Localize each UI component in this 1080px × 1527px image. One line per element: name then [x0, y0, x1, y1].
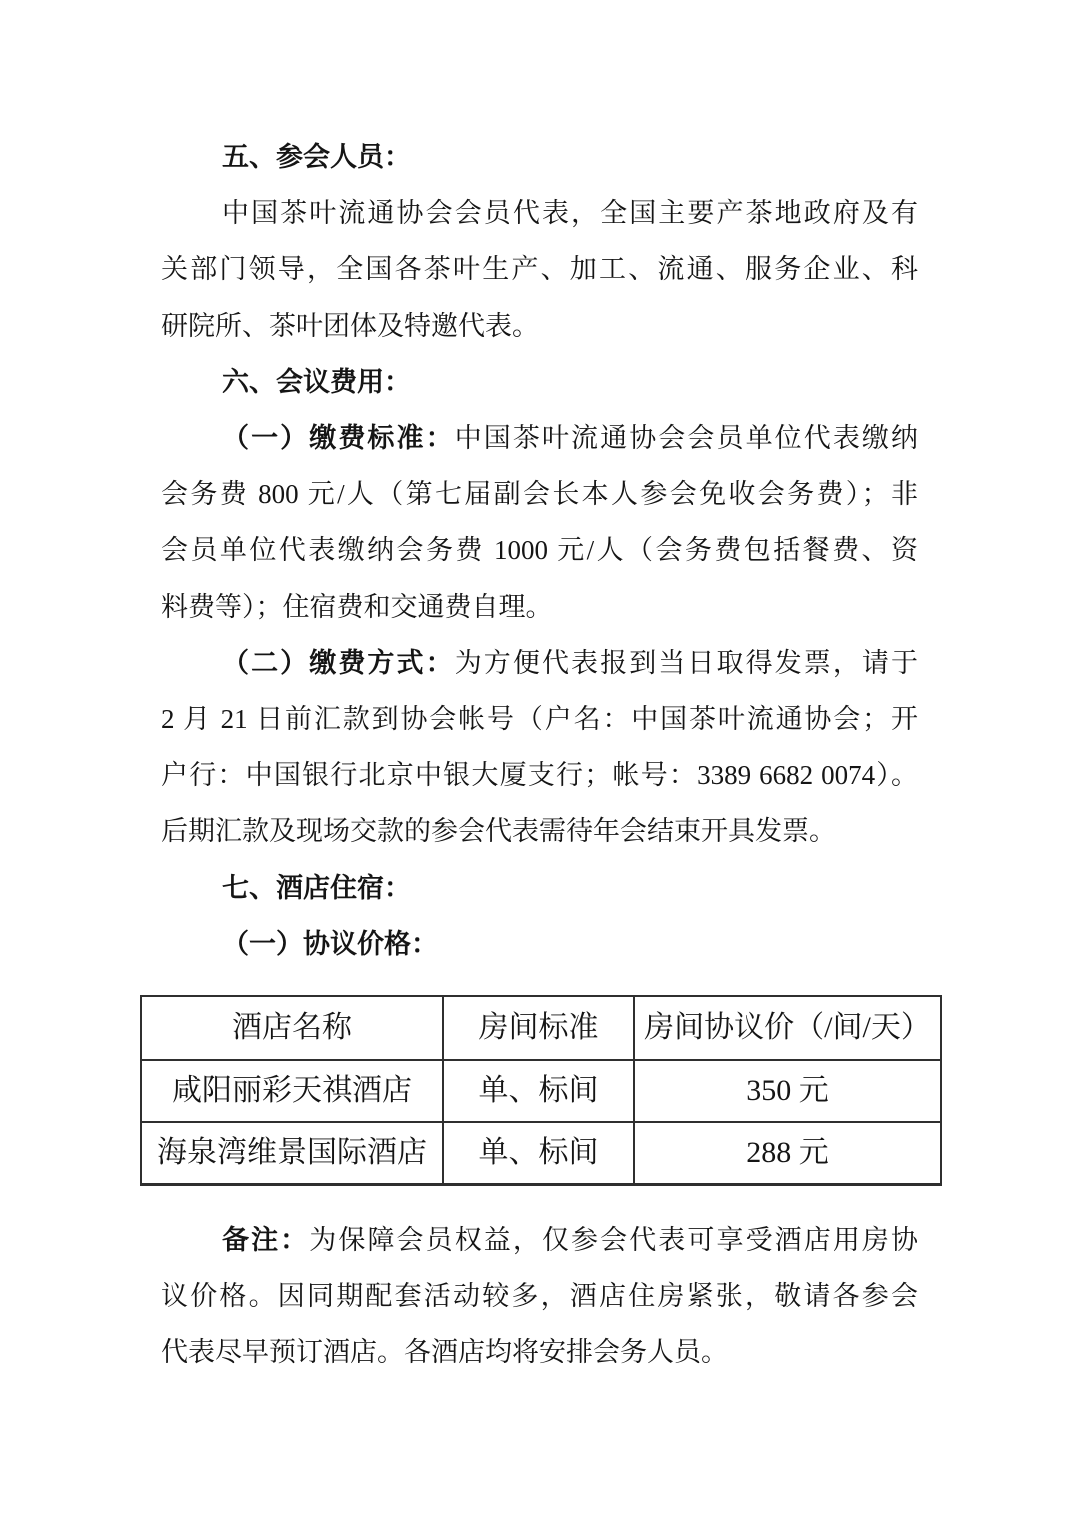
table-header-agreed-price: 房间协议价（/间/天） [634, 996, 941, 1060]
table-header-room-type: 房间标准 [443, 996, 634, 1060]
para-fee-standard-line-4 [161, 579, 918, 635]
para-remark-line-1 [161, 1212, 918, 1268]
para-remark-line-2 [161, 1268, 918, 1324]
heading-section-7-hotel [161, 860, 918, 916]
heading-text: 五、参会人员： [222, 142, 411, 172]
body-text: 2 月 21 日前汇款到协会帐号（户名：中国茶叶流通协会；开 [161, 704, 918, 735]
hotel-price-table [140, 995, 942, 1186]
para-payment-method-line-2 [161, 691, 918, 747]
body-text: 议价格。因同期配套活动较多，酒店住房紧张，敬请各参会 [161, 1281, 918, 1312]
para-remark-line-3 [161, 1324, 918, 1380]
body-text: 研院所、茶叶团体及特邀代表。 [161, 310, 539, 341]
heading-section-6-fees [161, 354, 918, 410]
body-text: 中国茶叶流通协会会员代表，全国主要产茶地政府及有 [222, 198, 918, 229]
table-header-hotel-name: 酒店名称 [141, 996, 443, 1060]
body-text: 料费等）；住宿费和交通费自理。 [161, 591, 553, 622]
heading-text: （一）协议价格： [222, 928, 438, 959]
body-text: 会务费 800 元/人（第七届副会长本人参会免收会务费）；非 [161, 479, 918, 510]
subheading-fee-standard: （一）缴费标准： [222, 423, 455, 454]
cell-hotel-2-room-type: 单、标间 [443, 1122, 634, 1185]
cell-hotel-2-price: 288 元 [634, 1122, 941, 1185]
document-body [157, 129, 931, 1381]
body-text: 会员单位代表缴纳会务费 1000 元/人（会务费包括餐费、资 [161, 535, 918, 566]
heading-text: 七、酒店住宿： [222, 872, 411, 903]
heading-text: 六、会议费用： [222, 366, 411, 397]
body-text: 为保障会员权益，仅参会代表可享受酒店用房协 [309, 1225, 919, 1256]
cell-hotel-1-room-type: 单、标间 [443, 1060, 634, 1122]
body-text: 关部门领导，全国各茶叶生产、加工、流通、服务企业、科 [161, 254, 918, 285]
para-fee-standard-line-2 [161, 466, 918, 522]
cell-hotel-1-price: 350 元 [634, 1060, 941, 1122]
cell-hotel-2-name: 海泉湾维景国际酒店 [141, 1122, 443, 1185]
para-payment-method-line-4 [161, 803, 918, 859]
body-text: 户行：中国银行北京中银大厦支行；帐号：3389 6682 0074）。 [161, 760, 918, 791]
table-row-hotel-2 [141, 1122, 941, 1185]
heading-section-5-attendees [161, 129, 918, 185]
body-text: 代表尽早预订酒店。各酒店均将安排会务人员。 [161, 1337, 728, 1368]
para-payment-method-line-3 [161, 747, 918, 803]
body-text: 中国茶叶流通协会会员单位代表缴纳 [454, 423, 919, 454]
para-attendees-line-2 [161, 241, 918, 297]
body-text: 为方便代表报到当日取得发票，请于 [454, 647, 919, 678]
body-text: 后期汇款及现场交款的参会代表需待年会结束开具发票。 [161, 816, 836, 847]
para-fee-standard-line-3 [161, 522, 918, 578]
subheading-remark: 备注： [222, 1225, 310, 1256]
para-fee-standard-line-1 [161, 410, 918, 466]
para-attendees-line-1 [161, 185, 918, 241]
subheading-agreement-price [161, 916, 918, 972]
table-header-row [141, 996, 941, 1060]
cell-hotel-1-name: 咸阳丽彩天祺酒店 [141, 1060, 443, 1122]
para-attendees-line-3 [161, 298, 918, 354]
para-payment-method-line-1 [161, 635, 918, 691]
subheading-payment-method: （二）缴费方式： [222, 647, 455, 678]
table-row-hotel-1 [141, 1060, 941, 1122]
